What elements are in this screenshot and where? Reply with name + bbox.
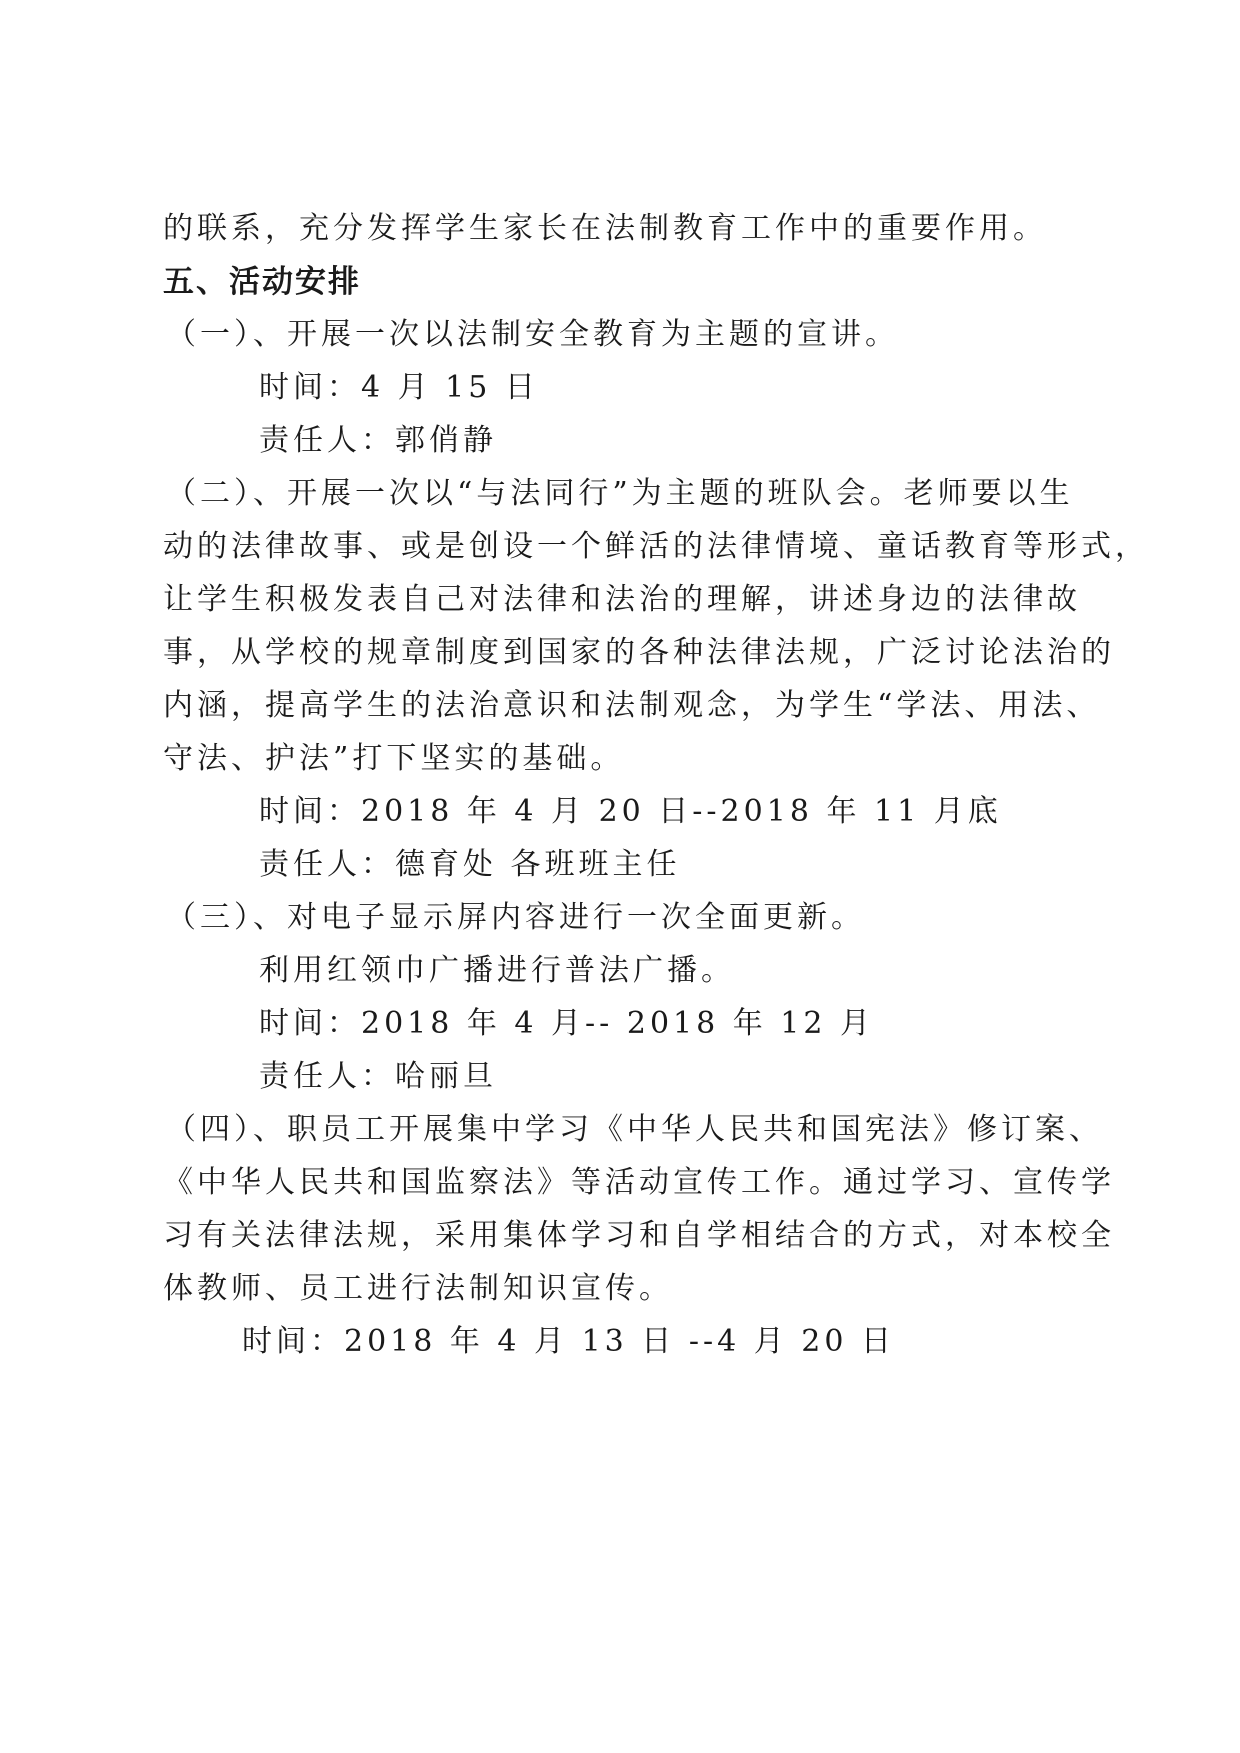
item-4-heading: （四）、职员工开展集中学习《中华人民共和国宪法》修订案、 <box>166 1112 1103 1147</box>
item-2-body-line: 守法、护法”打下坚实的基础。 <box>163 741 625 776</box>
item-4-body-line: 习有关法律法规，采用集体学习和自学相结合的方式，对本校全 <box>163 1218 1115 1253</box>
item-2-time: 时间：2018 年 4 月 20 日--2018 年 11 月底 <box>259 794 1002 829</box>
item-3-person: 责任人：哈丽旦 <box>259 1059 497 1094</box>
item-2-heading: （二）、开展一次以“与法同行”为主题的班队会。老师要以生 <box>166 476 1074 511</box>
item-1-heading: （一）、开展一次以法制安全教育为主题的宣讲。 <box>166 317 899 352</box>
item-1-time: 时间：4 月 15 日 <box>259 370 539 405</box>
item-2-person: 责任人：德育处 各班班主任 <box>259 847 681 882</box>
item-2-body-line: 让学生积极发表自己对法律和法治的理解，讲述身边的法律故 <box>163 582 1081 617</box>
item-4-body-line: 《中华人民共和国监察法》等活动宣传工作。通过学习、宣传学 <box>163 1165 1115 1200</box>
item-4-time: 时间：2018 年 4 月 13 日 --4 月 20 日 <box>242 1324 895 1359</box>
item-2-body-line: 内涵，提高学生的法治意识和法制观念，为学生“学法、用法、 <box>163 688 1101 723</box>
item-3-extra: 利用红领巾广播进行普法广播。 <box>259 953 735 988</box>
item-2-body-line: 事，从学校的规章制度到国家的各种法律法规，广泛讨论法治的 <box>163 635 1115 670</box>
item-2-body-line: 动的法律故事、或是创设一个鲜活的法律情境、童话教育等形式， <box>163 529 1149 564</box>
item-3-heading: （三）、对电子显示屏内容进行一次全面更新。 <box>166 900 865 935</box>
item-4-body-line: 体教师、员工进行法制知识宣传。 <box>163 1271 673 1306</box>
item-3-time: 时间：2018 年 4 月-- 2018 年 12 月 <box>259 1006 874 1041</box>
item-1-person: 责任人：郭俏静 <box>259 423 497 458</box>
section-heading: 五、活动安排 <box>163 264 361 300</box>
paragraph-line: 的联系，充分发挥学生家长在法制教育工作中的重要作用。 <box>163 211 1047 246</box>
